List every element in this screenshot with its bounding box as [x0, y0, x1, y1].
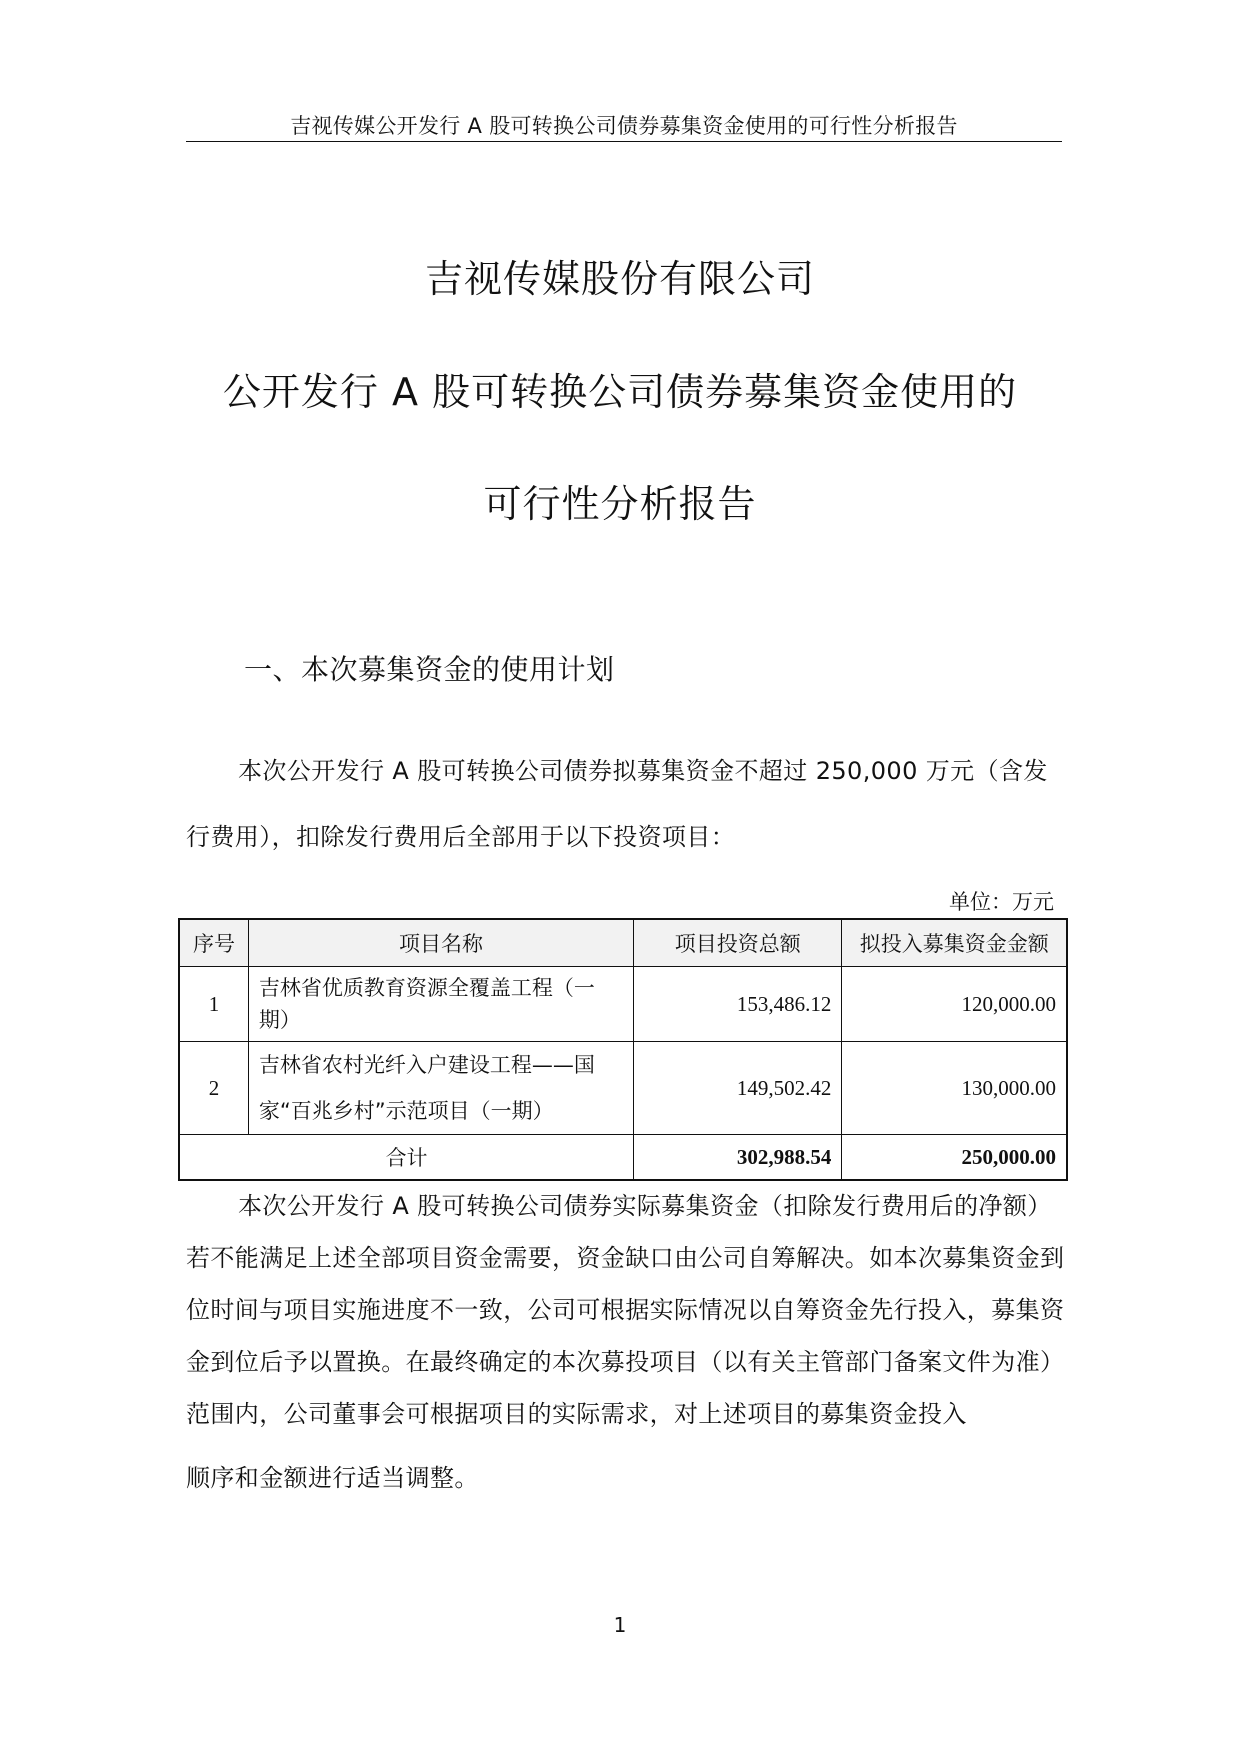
total-label: 合计 — [179, 1135, 634, 1181]
column-header-name: 项目名称 — [248, 919, 633, 967]
row-raised-funds: 120,000.00 — [842, 967, 1067, 1042]
document-title-line-3: 可行性分析报告 — [483, 482, 757, 526]
investment-table — [178, 918, 1068, 1181]
column-header-raised: 拟投入募集资金金额 — [842, 919, 1067, 967]
running-header: 吉视传媒公开发行 A 股可转换公司债券募集资金使用的可行性分析报告 — [290, 114, 958, 138]
raised-funds-sum: 250,000.00 — [842, 1135, 1067, 1181]
table-row — [179, 967, 1067, 1042]
page-number: 1 — [613, 1613, 627, 1637]
table-total-row — [179, 1135, 1067, 1181]
column-header-index: 序号 — [179, 919, 248, 967]
unit-label: 单位：万元 — [949, 890, 1054, 914]
section-heading: 一、本次募集资金的使用计划 — [244, 653, 615, 686]
intro-paragraph: 本次公开发行 A 股可转换公司债券拟募集资金不超过 250,000 万元（含发行费用），扣除发行费用后全部用于以下投资项目： — [186, 757, 1048, 851]
row-project-name: 吉林省农村光纤入户建设工程——国家“百兆乡村”示范项目（一期） — [248, 1042, 633, 1135]
closing-paragraph: 本次公开发行 A 股可转换公司债券实际募集资金（扣除发行费用后的净额）若不能满足上述全部项目资金需要，资金缺口由公司自筹解决。如本次募集资金到位时间与项目实施进度不一致，公司可根据实际情况以自筹资金先行投入，募集资金到位后予以置换。在最终确定的本次募投项目（以有关主管部门备案文件为准）范围内，公司董事会可根据项目的实际需求，对上述项目的募集资金投入 — [186, 1192, 1065, 1428]
document-title-line-2: 公开发行 A 股可转换公司债券募集资金使用的 — [222, 370, 1018, 414]
row-index: 1 — [179, 967, 248, 1042]
header-rule — [186, 141, 1062, 142]
table-row — [179, 1042, 1067, 1135]
row-project-name: 吉林省优质教育资源全覆盖工程（一期） — [248, 967, 633, 1042]
table-header-row — [179, 919, 1067, 967]
closing-paragraph-last-line: 顺序和金额进行适当调整。 — [186, 1464, 479, 1492]
total-investment-sum: 302,988.54 — [634, 1135, 842, 1181]
row-total-investment: 149,502.42 — [634, 1042, 842, 1135]
column-header-total: 项目投资总额 — [634, 919, 842, 967]
row-index: 2 — [179, 1042, 248, 1135]
row-total-investment: 153,486.12 — [634, 967, 842, 1042]
row-raised-funds: 130,000.00 — [842, 1042, 1067, 1135]
document-title-line-1: 吉视传媒股份有限公司 — [424, 257, 815, 301]
